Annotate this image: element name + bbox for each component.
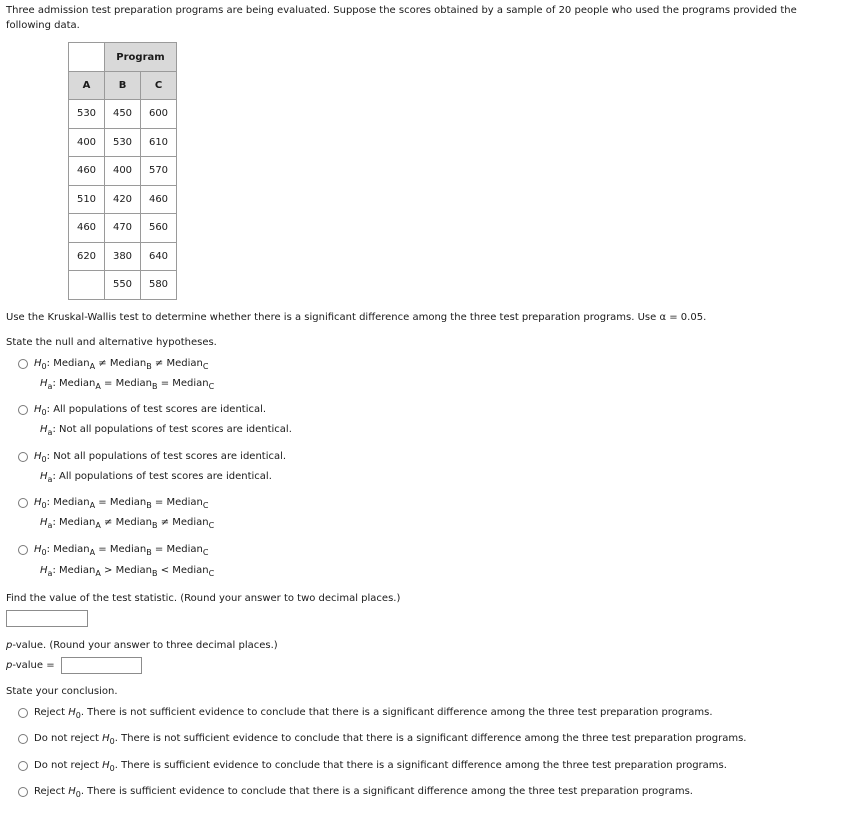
table-cell-a: 460 [69,214,105,243]
pvalue-prompt: p-value. (Round your answer to three decimal places.) [6,640,278,651]
hypothesis-option-5-radio[interactable] [18,545,28,555]
statistic-prompt: Find the value of the test statistic. (Round your answer to two decimal places.) [6,593,401,604]
table-cell-a: 620 [69,242,105,271]
hypothesis-option-1-ha: $H_a$: Median$_A$ = Median$_B$ = Median$_C$ [40,378,215,391]
conclusion-option-4-label: Reject $H_0$. There is sufficient evidence to conclude that there is a significant difference among the three test preparation programs. [34,786,693,799]
hypothesis-option-5-ha: $H_a$: Median$_A$ > Median$_B$ < Median$_C$ [40,565,215,578]
table-row [69,128,177,157]
hypothesis-option-2-ha: $H_a$: Not all populations of test scores are identical. [40,424,292,437]
hypothesis-option-4-ha: $H_a$: Median$_A$ ≠ Median$_B$ ≠ Median$_C$ [40,517,215,530]
table-cell-b: 400 [105,157,141,186]
conclusion-option-1-radio[interactable] [18,708,28,718]
conclusion-option-1-label: Reject $H_0$. There is not sufficient evidence to conclude that there is a significant difference among the three test preparation programs. [34,707,713,720]
hypothesis-option-4-h0: $H_0$: Median$_A$ = Median$_B$ = Median$_C$ [34,497,209,510]
column-header-b: B [105,72,141,100]
table-cell-a [69,271,105,300]
data-table [68,42,177,300]
table-row [69,271,177,300]
conclusion-option-2-radio[interactable] [18,734,28,744]
test-statistic-input[interactable] [6,610,88,627]
conclusion-option-3-label: Do not reject $H_0$. There is sufficient evidence to conclude that there is a significant difference among the three test preparation programs. [34,760,727,773]
hypothesis-option-2-radio[interactable] [18,405,28,415]
instruction-text: Use the Kruskal-Wallis test to determine whether there is a significant difference among the three test preparation programs. Use α = 0.05. [6,312,707,323]
table-cell-c: 610 [141,128,177,157]
table-cell-c: 460 [141,185,177,214]
table-cell-b: 550 [105,271,141,300]
table-cell-c: 640 [141,242,177,271]
hypothesis-option-4-radio[interactable] [18,498,28,508]
table-row [69,242,177,271]
column-header-c: C [141,72,177,100]
table-row [69,214,177,243]
table-cell-a: 400 [69,128,105,157]
table-cell-b: 470 [105,214,141,243]
pvalue-label: p-value = [6,660,55,671]
table-cell-c: 600 [141,100,177,129]
table-row [69,100,177,129]
table-cell-a: 510 [69,185,105,214]
hypothesis-option-3-ha: $H_a$: All populations of test scores are identical. [40,471,272,484]
hypothesis-option-1-radio[interactable] [18,359,28,369]
hypotheses-prompt: State the null and alternative hypotheses. [6,337,217,348]
table-row [69,157,177,186]
conclusion-option-3-radio[interactable] [18,761,28,771]
conclusion-prompt: State your conclusion. [6,686,118,697]
table-cell-c: 560 [141,214,177,243]
intro-text: Three admission test preparation programs are being evaluated. Suppose the scores obtained by a sample of 20 people who used the programs provided the following data. [6,5,797,31]
table-cell-b: 530 [105,128,141,157]
pvalue-input[interactable] [61,657,142,674]
conclusion-option-4-radio[interactable] [18,787,28,797]
table-cell-b: 450 [105,100,141,129]
table-cell-a: 460 [69,157,105,186]
conclusion-option-2-label: Do not reject $H_0$. There is not sufficient evidence to conclude that there is a significant difference among the three test preparation programs. [34,733,747,746]
table-cell-c: 580 [141,271,177,300]
hypothesis-option-3-h0: $H_0$: Not all populations of test scores are identical. [34,451,287,464]
table-cell-b: 420 [105,185,141,214]
hypothesis-option-5-h0: $H_0$: Median$_A$ = Median$_B$ = Median$_C$ [34,544,209,557]
hypothesis-option-2-h0: $H_0$: All populations of test scores are identical. [34,404,267,417]
table-cell-a: 530 [69,100,105,129]
table-row [69,185,177,214]
hypothesis-option-3-radio[interactable] [18,452,28,462]
hypothesis-option-1-h0: $H_0$: Median$_A$ ≠ Median$_B$ ≠ Median$_C$ [34,358,209,371]
table-title: Program [105,43,177,72]
table-cell-b: 380 [105,242,141,271]
table-body [69,100,177,300]
column-header-a: A [69,72,105,100]
table-cell-c: 570 [141,157,177,186]
